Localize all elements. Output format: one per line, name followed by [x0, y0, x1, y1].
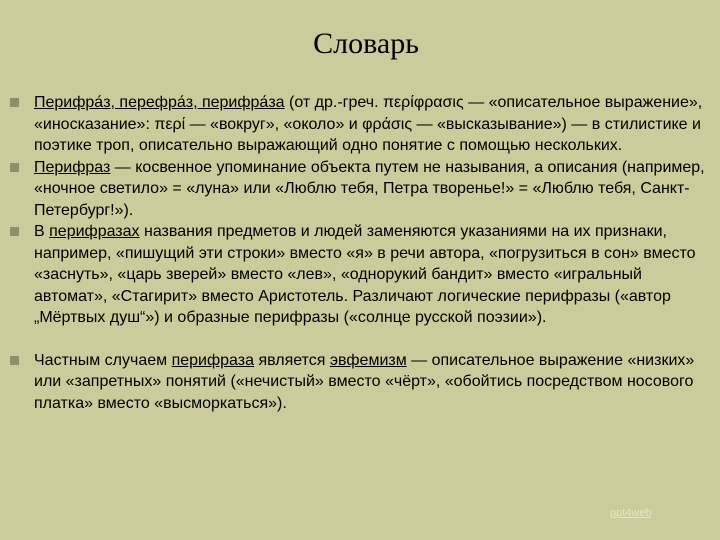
bullet-item-examples — [0, 221, 720, 329]
term-link[interactable]: перифразах — [49, 223, 140, 240]
bullet-text: — описательное выражение «низких» или «запретных» понятий («нечистый» вместо «чёрт», «обойтись посредством носового платка» вместо «высморкаться»). — [34, 351, 695, 412]
term-link[interactable]: Перифра́з, перефра́з, перифра́за — [34, 94, 285, 111]
term-link[interactable]: эвфемизм — [329, 351, 407, 369]
bullet-text: — косвенное упоминание объекта путем не называния, а описания (например, «ночное светило» = «луна» или «Люблю тебя, Петра творенье!» = «Люблю тебя, Санкт-Петербург!»). — [34, 158, 705, 219]
square-bullet-icon — [10, 163, 19, 172]
bullet-text: Частным случаем — [34, 351, 172, 369]
bullet-list — [0, 92, 720, 414]
bullet-item-periphrase — [0, 157, 720, 222]
watermark-link[interactable]: ppt4web — [610, 507, 652, 519]
bullet-text: (от др.-греч. περίφρασις — «описательное выражение», «иносказание»: περί — «вокруг», «около» и φράσις — «высказывание») — в стилистике и поэтике троп, описательно выражающий одно понятие с помощью нескольких. — [34, 94, 703, 154]
term-link[interactable]: перифраза — [171, 351, 255, 369]
bullet-text: названия предметов и людей заменяются указаниями на их признаки, например, «пишущий эти строки» вместо «я» в речи автора, «погрузиться в сон» вместо «заснуть», «царь зверей» вместо «лев», «однорукий бандит» вместо «игральный автомат», «Стагирит» вместо Аристотель. Различают логические перифразы («автор „Мёртвых душ“») и образные перифразы («солнце русской поэзии»). — [34, 223, 696, 326]
bullet-item-euphemism — [0, 350, 720, 415]
square-bullet-icon — [10, 98, 19, 107]
square-bullet-icon — [10, 356, 19, 365]
term-link[interactable]: Перифраз — [34, 158, 111, 176]
bullet-text: является — [254, 351, 330, 369]
bullet-text: В — [34, 223, 50, 240]
square-bullet-icon — [10, 227, 19, 236]
bullet-item-definition — [0, 92, 720, 157]
slide-title: Словарь — [313, 27, 419, 60]
